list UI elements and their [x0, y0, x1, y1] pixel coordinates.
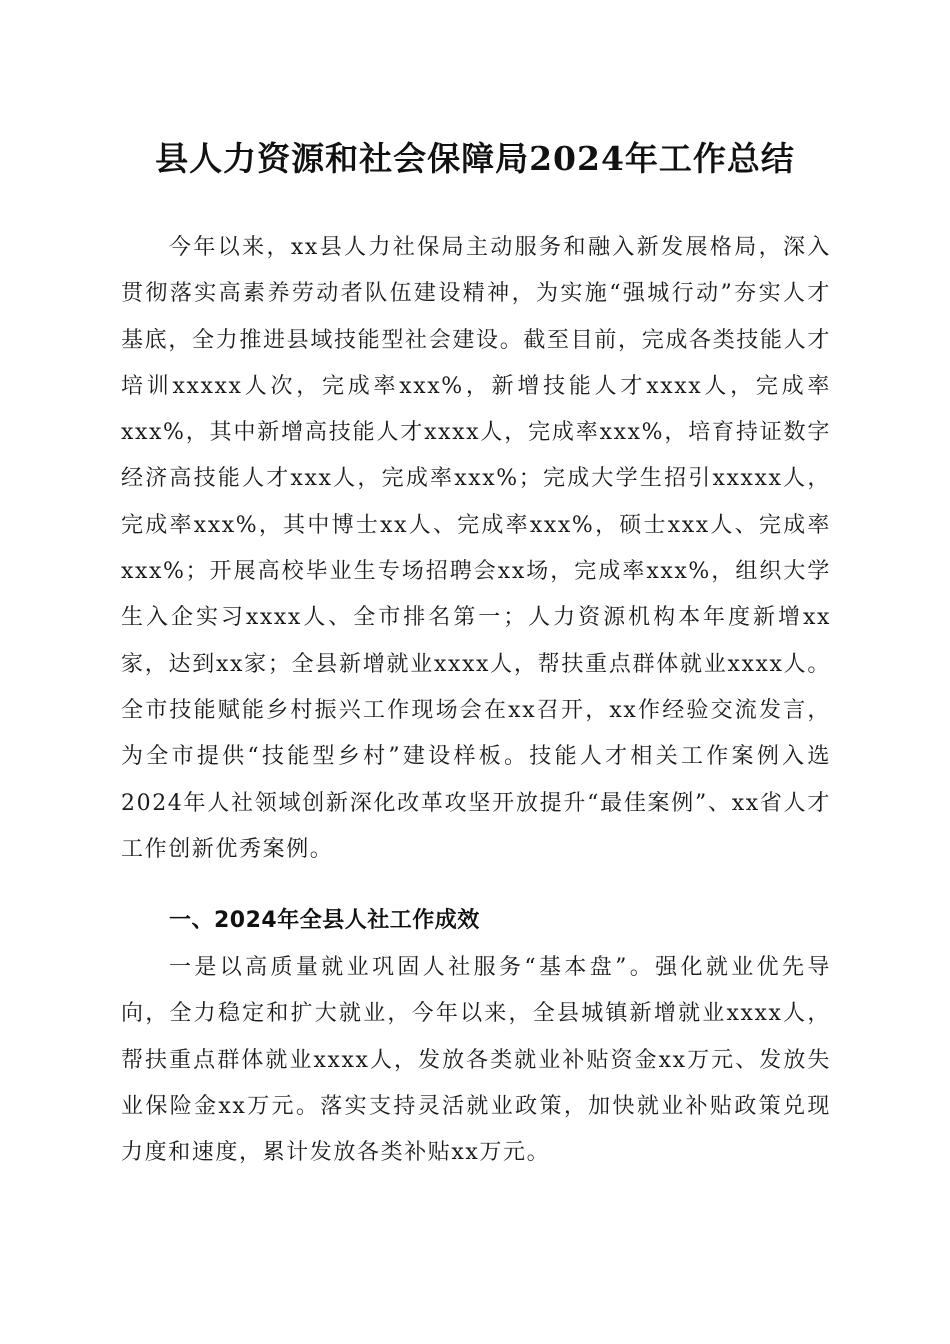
- section-heading: 一、2024年全县人社工作成效: [169, 908, 480, 933]
- document-title: 县人力资源和社会保障局2024年工作总结: [155, 139, 795, 178]
- section-paragraph: 一是以高质量就业巩固人社服务“基本盘”。强化就业优先导向，全力稳定和扩大就业，今年以来，全县城镇新增就业xxxx人，帮扶重点群体就业xxxx人，发放各类就业补贴资金xx万元、发放失业保险金xx万元。落实支持灵活就业政策，加快就业补贴政策兑现力度和速度，累计发放各类补贴xx万元。: [121, 955, 831, 1166]
- intro-paragraph: 今年以来，xx县人力社保局主动服务和融入新发展格局，深入贯彻落实高素养劳动者队伍建设精神，为实施“强城行动”夯实人才基底，全力推进县域技能型社会建设。截至目前，完成各类技能人才培训xxxxx人次，完成率xxx%，新增技能人才xxxx人，完成率xxx%，其中新增高技能人才xxxx人，完成率xxx%，培育持证数字经济高技能人才xxx人，完成率xxx%；完成大学生招引xxxxx人，完成率xxx%，其中博士xx人、完成率xxx%，硕士xxx人、完成率xxx%；开展高校毕业生专场招聘会xx场，完成率xxx%，组织大学生入企实习xxxx人、全市排名第一；人力资源机构本年度新增xx家，达到xx家；全县新增就业xxxx人，帮扶重点群体就业xxxx人。全市技能赋能乡村振兴工作现场会在xx召开，xx作经验交流发言，为全市提供“技能型乡村”建设样板。技能人才相关工作案例入选2024年人社领域创新深化改革攻坚开放提升“最佳案例”、xx省人才工作创新优秀案例。: [121, 235, 831, 862]
